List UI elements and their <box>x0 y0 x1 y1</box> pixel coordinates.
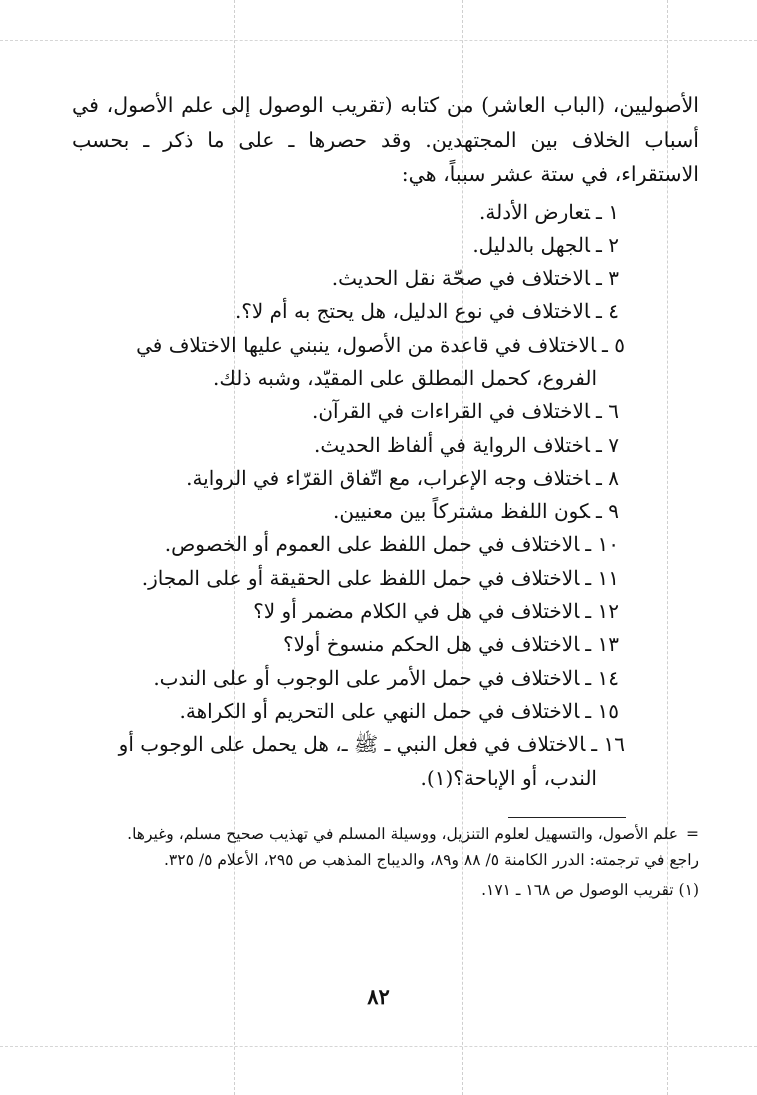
list-item: ١٠ ـالاختلاف في حمل اللفظ على العموم أو الخصوص. <box>164 532 619 557</box>
scan-guide-line <box>0 40 757 41</box>
footnote-reference: راجع في ترجمته: الدرر الكامنة ٥/ ٨٨ و٨٩، والديباج المذهب ص ٢٩٥، الأعلام ٥/ ٣٢٥. <box>163 851 699 869</box>
list-item: ٣ ـالاختلاف في صحّة نقل الحديث. <box>331 266 619 291</box>
footnote-divider <box>508 817 626 818</box>
list-item: ١٦ ـالاختلاف في فعل النبي ـ ﷺ ـ، هل يحمل على الوجوب أو الندب، أو الإباحة؟(١). <box>118 732 625 790</box>
footnote-marker: (١) <box>678 881 699 899</box>
intro-paragraph: الأصوليين، (الباب العاشر) من كتابه (تقريب الوصول إلى علم الأصول، في أسباب الخلاف بين المجتهدين. وقد حصرها ـ على ما ذكر ـ بحسب الاستقراء، في ستة عشر سبباً، هي: <box>72 93 699 186</box>
reasons-list <box>72 196 699 795</box>
list-item: ١٤ ـالاختلاف في حمل الأمر على الوجوب أو على الندب. <box>153 665 619 690</box>
list-item: ١٥ ـالاختلاف في حمل النهي على التحريم أو الكراهة. <box>179 698 619 723</box>
list-item: ٤ ـالاختلاف في نوع الدليل، هل يحتج به أم لا؟. <box>234 299 619 324</box>
list-item: ٦ ـالاختلاف في القراءات في القرآن. <box>312 399 619 424</box>
list-item: ١ ـتعارض الأدلة. <box>479 199 619 224</box>
list-item: ٢ ـالجهل بالدليل. <box>472 232 619 257</box>
list-item: ٩ ـكون اللفظ مشتركاً بين معنيين. <box>333 499 619 524</box>
list-item: ١٢ ـالاختلاف في هل في الكلام مضمر أو لا؟ <box>253 599 619 624</box>
scan-guide-line <box>0 1046 757 1047</box>
footnote-continuation: =علم الأصول، والتسهيل لعلوم التنزيل، ووسيلة المسلم في تهذيب صحيح مسلم، وغيرها. <box>127 825 699 843</box>
list-item: ٧ ـاختلاف الرواية في ألفاظ الحديث. <box>314 432 619 457</box>
main-text <box>72 88 699 795</box>
list-item: ١١ ـالاختلاف في حمل اللفظ على الحقيقة أو على المجاز. <box>141 565 619 590</box>
footnote-1: (١) تقريب الوصول ص ١٦٨ ـ ١٧١. <box>481 881 699 899</box>
page-number: ٨٢ <box>367 984 390 1009</box>
list-item: ٥ ـالاختلاف في قاعدة من الأصول، ينبني عليها الاختلاف في الفروع، كحمل المطلق على المقيّد، وشبه ذلك. <box>136 332 625 390</box>
list-item: ١٣ ـالاختلاف في هل الحكم منسوخ أولا؟ <box>283 632 619 657</box>
list-item: ٨ ـاختلاف وجه الإعراب، مع اتّفاق القرّاء في الرواية. <box>186 465 619 490</box>
footnotes <box>72 822 699 904</box>
